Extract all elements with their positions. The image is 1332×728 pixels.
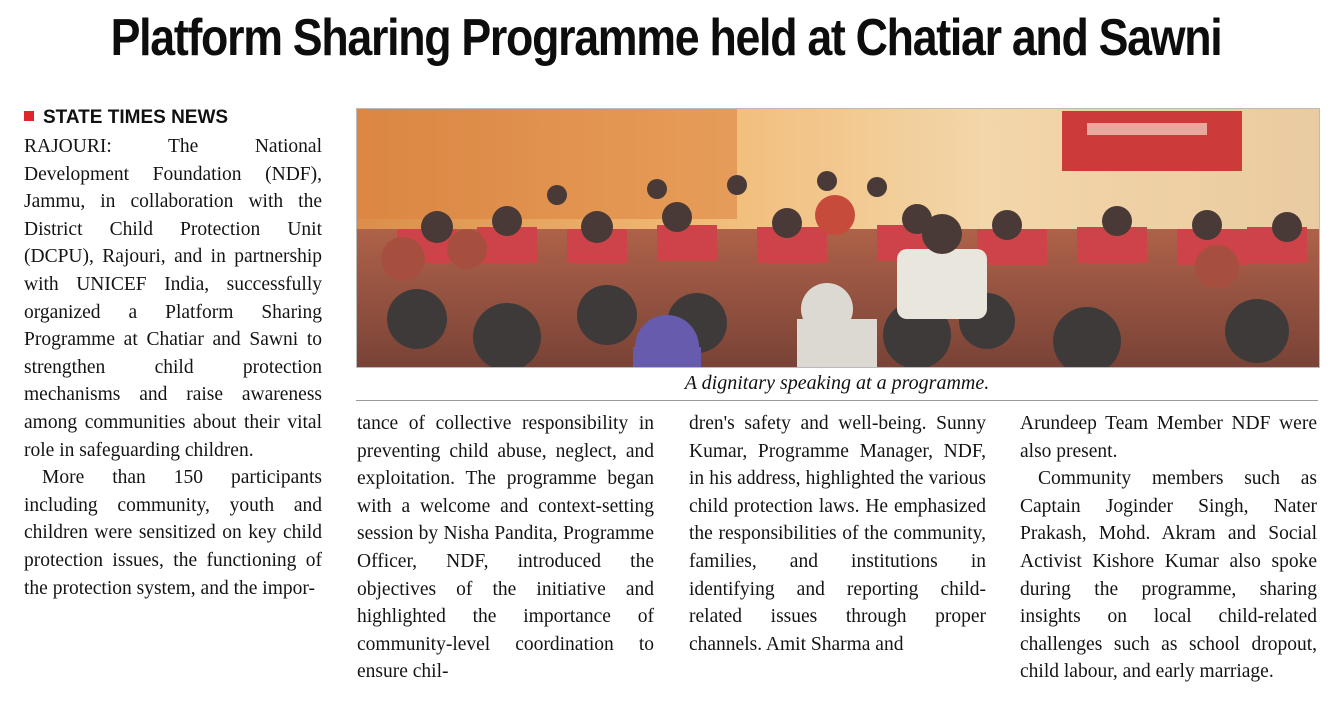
byline-text: STATE TIMES NEWS: [43, 107, 229, 128]
paragraph: tance of collective responsibility in preventing child abuse, neglect, and exploitation. The programme began with a welcome and context-setting session by Nisha Pandita, Programme Officer, NDF, introduced the objectives of the initiative and highlighted the importance of community-level coordination to ensure chil-: [357, 413, 654, 683]
article-column-2: [357, 410, 654, 686]
paragraph: More than 150 participants including community, youth and children were sensitized on key child protection issues, the functioning of the protection system, and the impor-: [24, 467, 322, 599]
event-photo-illustration: [357, 109, 1319, 367]
divider: [356, 400, 1318, 401]
paragraph: dren's safety and well-being. Sunny Kumar, Programme Manager, NDF, in his address, highlighted the various child protection laws. He emphasized the responsibilities of the community, families, and institutions in identifying and reporting child-related issues through proper channels. Amit Sharma and: [689, 413, 986, 655]
event-photo: [356, 108, 1320, 368]
headline: Platform Sharing Programme held at Chatiar and Sawni: [110, 9, 1222, 67]
photo-caption: A dignitary speaking at a programme.: [684, 372, 990, 394]
article-column-3: [689, 410, 986, 658]
square-bullet-icon: [24, 111, 34, 121]
article-column-1: [24, 106, 322, 602]
byline: [24, 106, 322, 130]
article-column-4: [1020, 410, 1317, 686]
paragraph: Arundeep Team Member NDF were also present.: [1020, 413, 1317, 462]
paragraph: Community members such as Captain Joginder Singh, Nater Prakash, Mohd. Akram and Social Activist Kishore Kumar also spoke during the programme, sharing insights on local child-related challenges such as school dropout, child labour, and early marriage.: [1020, 468, 1317, 683]
paragraph: RAJOURI: The National Development Foundation (NDF), Jammu, in collaboration with the District Child Protection Unit (DCPU), Rajouri, and in partnership with UNICEF India, successfully organized a Platform Sharing Programme at Chatiar and Sawni to strengthen child protection mechanisms and raise awareness among communities about their vital role in safeguarding children.: [24, 136, 322, 461]
